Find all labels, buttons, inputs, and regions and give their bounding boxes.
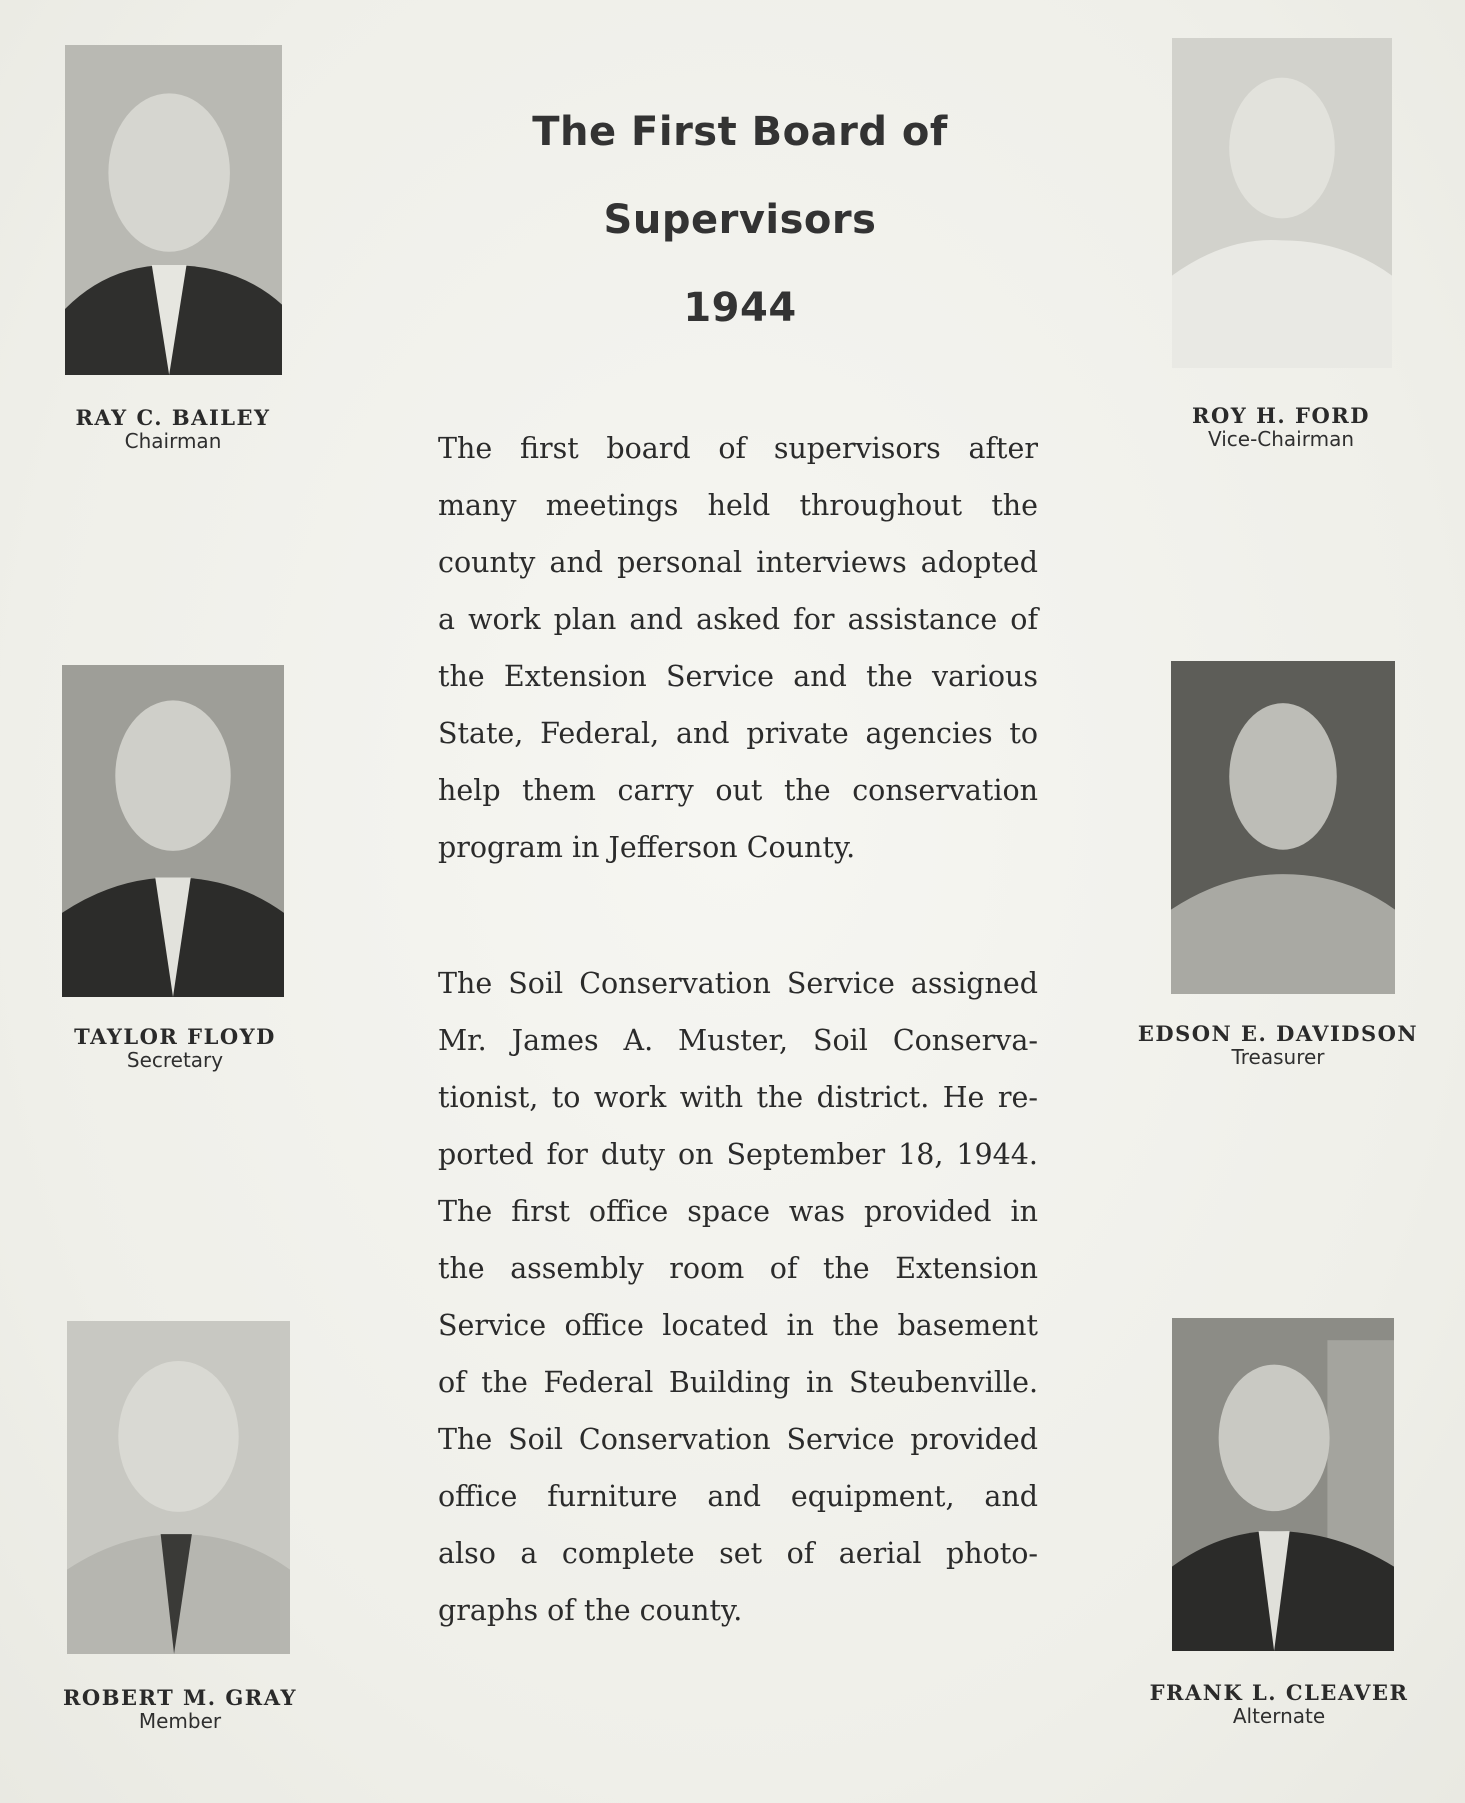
member-name: ROY H. FORD	[1192, 403, 1370, 428]
member-caption-4	[1128, 1022, 1428, 1069]
text-line: State, Federal, and private agencies to	[438, 717, 1038, 750]
text-line: office furniture and equipment, and	[438, 1480, 1038, 1513]
portrait-photo-chairman	[65, 45, 282, 375]
member-role: Vice-Chairman	[1207, 427, 1355, 451]
text-line: help them carry out the conservation	[438, 774, 1038, 807]
member-name: FRANK L. CLEAVER	[1149, 1680, 1409, 1705]
text-line: many meetings held throughout the	[438, 489, 1038, 522]
page-title	[440, 88, 1040, 352]
member-role: Treasurer	[1231, 1045, 1325, 1069]
member-caption-3	[25, 1025, 325, 1072]
text-line: graphs of the county.	[438, 1594, 743, 1627]
member-caption-5	[30, 1686, 330, 1733]
text-line: tionist, to work with the district. He re-	[438, 1081, 1038, 1114]
text-line: a work plan and asked for assistance of	[438, 603, 1038, 636]
portrait-photo-treasurer	[1171, 661, 1395, 994]
portrait-photo-vice-chairman	[1172, 38, 1392, 368]
portrait-photo-alternate	[1172, 1318, 1394, 1651]
text-line: of the Federal Building in Steubenville.	[438, 1366, 1038, 1399]
member-caption-6	[1129, 1681, 1429, 1728]
text-line: The first board of supervisors after	[438, 432, 1038, 465]
text-line: Service office located in the basement	[438, 1309, 1038, 1342]
text-line: Mr. James A. Muster, Soil Conserva-	[438, 1024, 1038, 1057]
text-line: The Soil Conservation Service assigned	[438, 967, 1038, 1000]
title-line-3: 1944	[683, 285, 797, 331]
member-role: Alternate	[1232, 1704, 1326, 1728]
member-role: Chairman	[124, 429, 222, 453]
text-line: the assembly room of the Extension	[438, 1252, 1038, 1285]
member-name: EDSON E. DAVIDSON	[1137, 1021, 1419, 1046]
paragraph-board-work-plan	[438, 420, 1038, 876]
member-role: Secretary	[126, 1048, 224, 1072]
member-name: TAYLOR FLOYD	[74, 1024, 276, 1049]
text-line: The Soil Conservation Service provided	[438, 1423, 1038, 1456]
member-role: Member	[138, 1709, 222, 1733]
member-name: RAY C. BAILEY	[75, 405, 271, 430]
text-line: The first office space was provided in	[438, 1195, 1038, 1228]
member-name: ROBERT M. GRAY	[62, 1685, 297, 1710]
paragraph-soil-conservation-service	[438, 955, 1038, 1639]
text-line: program in Jefferson County.	[438, 831, 856, 864]
text-line: also a complete set of aerial photo-	[438, 1537, 1038, 1570]
title-line-1: The First Board of	[532, 109, 948, 155]
member-caption-2	[1131, 404, 1431, 451]
member-caption-1	[23, 406, 323, 453]
text-line: ported for duty on September 18, 1944.	[438, 1138, 1038, 1171]
portrait-photo-member	[67, 1321, 290, 1654]
portrait-photo-secretary	[62, 665, 284, 997]
text-line: the Extension Service and the various	[438, 660, 1038, 693]
text-line: county and personal interviews adopted	[438, 546, 1038, 579]
title-line-2: Supervisors	[603, 197, 877, 243]
